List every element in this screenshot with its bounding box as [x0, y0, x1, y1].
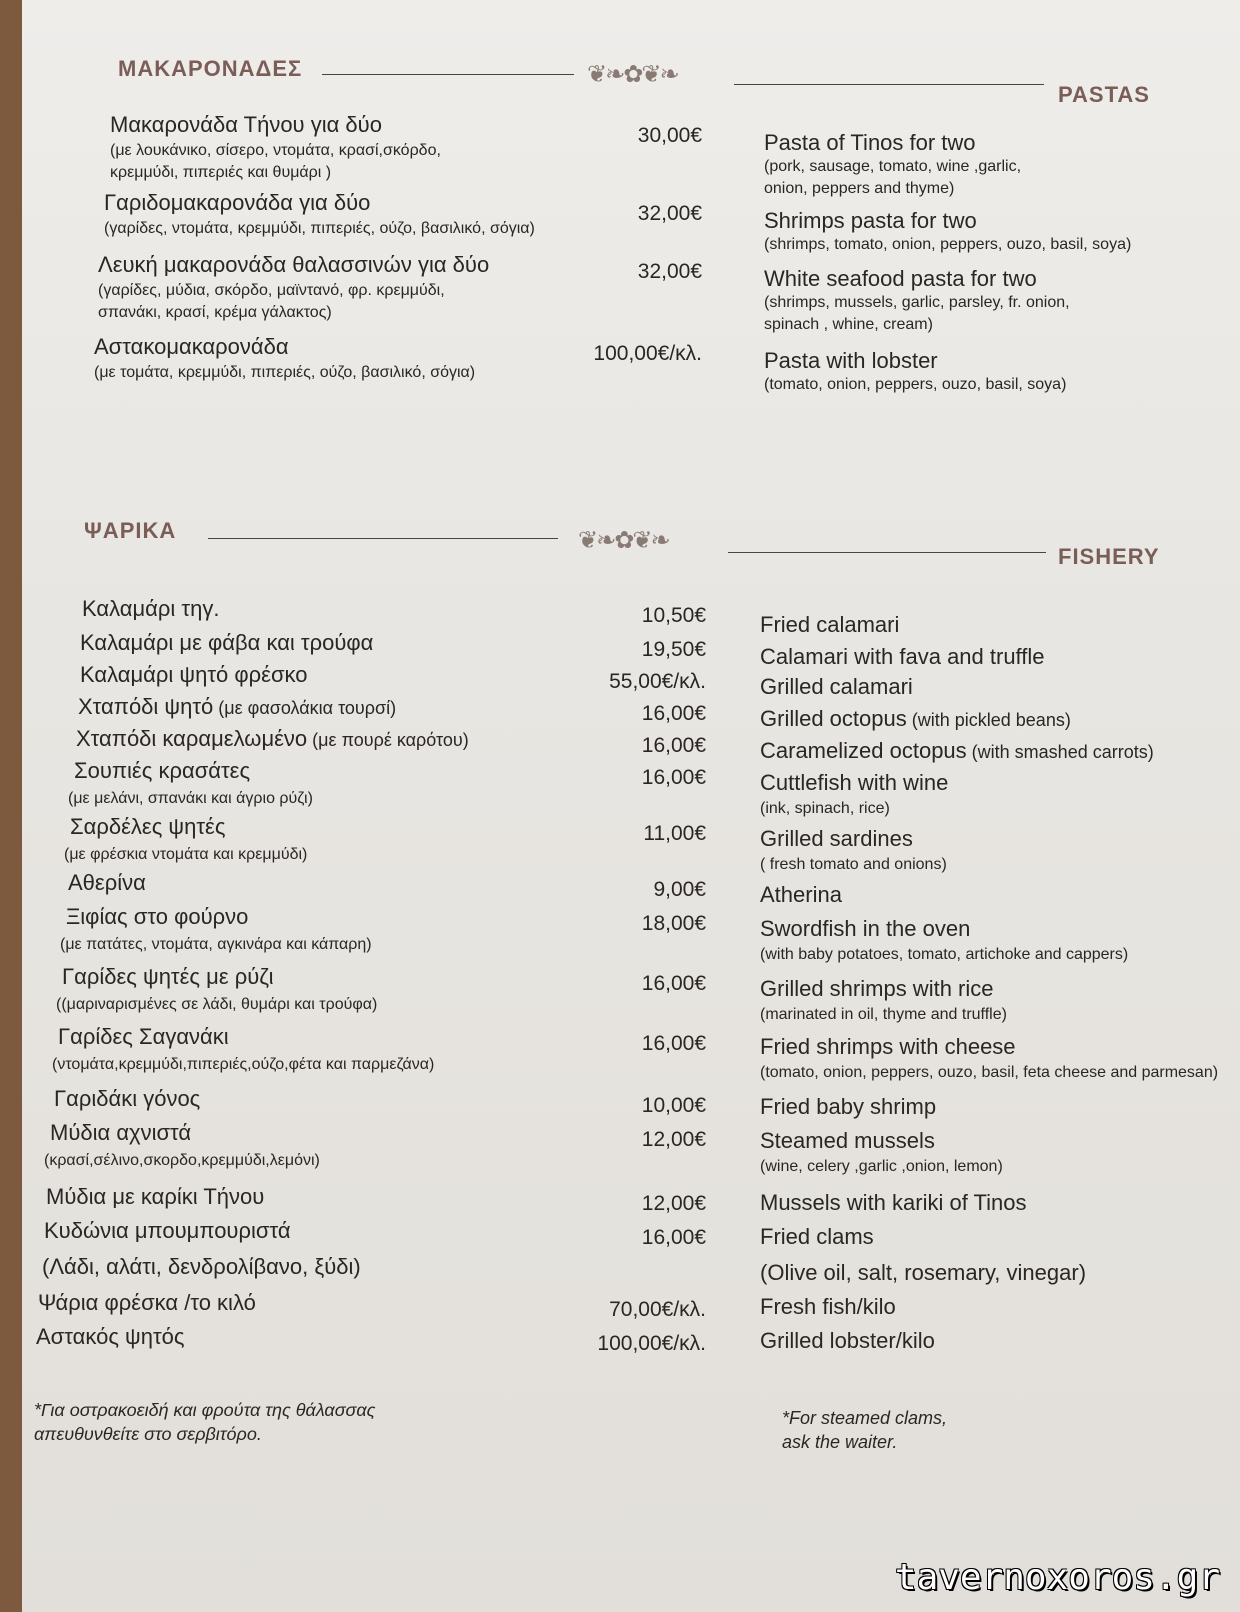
fish-name-gr: Καλαμάρι ψητό φρέσκο: [80, 662, 308, 687]
fish-name-gr: Γαριδάκι γόνος: [54, 1086, 201, 1111]
fish-price: 10,50€: [641, 604, 706, 627]
note-gr: *Για οστρακοειδή και φρούτα της θάλασσας απευθυνθείτε στο σερβιτόρο.: [34, 1400, 376, 1444]
fish-price: 12,00€: [641, 1192, 706, 1215]
pasta-name-en: Shrimps pasta for two: [764, 208, 977, 233]
pasta-name-en: Pasta with lobster: [764, 348, 938, 373]
fish-name-en: Steamed mussels: [760, 1128, 935, 1153]
fish-name-en: Mussels with kariki of Tinos: [760, 1190, 1027, 1215]
fish-name-en: Fresh fish/kilo: [760, 1294, 896, 1319]
pasta-price: 30,00€: [637, 124, 702, 147]
fish-price: 18,00€: [641, 912, 706, 935]
fish-name-en: Fried baby shrimp: [760, 1094, 937, 1119]
fish-inline-gr: (με φασολάκια τουρσί): [213, 698, 397, 718]
pasta-name-en: Pasta of Tinos for two: [764, 130, 976, 155]
fish-inline-en: (with smashed carrots): [966, 742, 1154, 762]
pasta-name-gr: Γαριδομακαρονάδα για δύο: [104, 190, 371, 215]
pastas-ornament: ❦❧✿❦❧: [587, 60, 678, 88]
fishery-ornament: ❦❧✿❦❧: [578, 526, 669, 554]
fish-name-gr: Σουπιές κρασάτες: [74, 758, 251, 783]
pasta-desc-gr: (γαρίδες, ντομάτα, κρεμμύδι, πιπεριές, ούζο, βασιλικό, σόγια): [104, 220, 535, 237]
pastas-rule-left: [322, 74, 574, 75]
pasta-desc-en: (shrimps, tomato, onion, peppers, ouzo, basil, soya): [764, 236, 1132, 253]
pasta-desc-gr: (με λουκάνικο, σίσερο, ντομάτα, κρασί,σκόρδο, κρεμμύδι, πιπεριές και θυμάρι ): [110, 142, 441, 181]
fish-desc-gr: (με μελάνι, σπανάκι και άγριο ρύζι): [68, 790, 313, 807]
fish-price: 16,00€: [641, 1032, 706, 1055]
fish-desc-en: (tomato, onion, peppers, ouzo, basil, feta cheese and parmesan): [760, 1064, 1219, 1081]
fish-name-gr: Γαρίδες ψητές με ρύζι: [62, 964, 274, 989]
fish-price: 70,00€/κλ.: [609, 1298, 706, 1321]
fish-name-en: Fried shrimps with cheese: [760, 1034, 1016, 1059]
pasta-price: 100,00€/κλ.: [593, 342, 702, 365]
fish-name-en: Grilled octopus (with pickled beans): [760, 706, 1071, 731]
fishery-rule-left: [208, 538, 558, 539]
fish-price: 16,00€: [641, 1226, 706, 1249]
fish-desc-gr: (κρασί,σέλινο,σκορδο,κρεμμύδι,λεμόνι): [44, 1152, 320, 1169]
fish-price: 16,00€: [641, 734, 706, 757]
watermark-text: tavernoxoros.gr: [894, 1557, 1220, 1598]
fish-desc-gr: (με φρέσκια ντομάτα και κρεμμύδι): [64, 846, 308, 863]
fish-name-gr: Γαρίδες Σαγανάκι: [58, 1024, 229, 1049]
fishery-title-gr: ΨΑΡΙΚΑ: [84, 518, 177, 543]
fish-name-gr: (Λάδι, αλάτι, δενδρολίβανο, ξύδι): [42, 1254, 361, 1279]
fish-desc-gr: (με πατάτες, ντομάτα, αγκινάρα και κάπαρη): [60, 936, 372, 953]
fish-inline-gr: (με πουρέ καρότου): [307, 730, 469, 750]
fish-price: 16,00€: [641, 702, 706, 725]
fish-name-gr: Ψάρια φρέσκα /το κιλό: [38, 1290, 256, 1315]
menu-page: [22, 0, 1240, 1612]
pastas-title-gr: ΜΑΚΑΡΟΝΑΔΕΣ: [118, 56, 303, 81]
pastas-title-en: PASTAS: [1058, 82, 1150, 107]
fish-name-en: (Olive oil, salt, rosemary, vinegar): [760, 1260, 1087, 1285]
fish-price: 16,00€: [641, 766, 706, 789]
fish-name-en: Swordfish in the oven: [760, 916, 971, 941]
fish-name-gr: Κυδώνια μπουμπουριστά: [44, 1218, 291, 1243]
fish-name-en: Caramelized octopus (with smashed carrots): [760, 738, 1154, 763]
fish-name-en: Calamari with fava and truffle: [760, 644, 1045, 669]
fish-price: 100,00€/κλ.: [597, 1332, 706, 1355]
pasta-desc-en: (shrimps, mussels, garlic, parsley, fr. onion, spinach , whine, cream): [764, 294, 1070, 333]
pasta-desc-en: (tomato, onion, peppers, ouzo, basil, soya): [764, 376, 1067, 393]
fish-name-en: Atherina: [760, 882, 842, 907]
fish-desc-en: (wine, celery ,garlic ,onion, lemon): [760, 1158, 1003, 1175]
fish-name-en: Fried calamari: [760, 612, 900, 637]
pasta-desc-gr: (με τομάτα, κρεμμύδι, πιπεριές, ούζο, βασιλικό, σόγια): [94, 364, 476, 381]
fish-desc-gr: (ντομάτα,κρεμμύδι,πιπεριές,ούζο,φέτα και παρμεζάνα): [52, 1056, 435, 1073]
fish-price: 19,50€: [641, 638, 706, 661]
fishery-title-en: FISHERY: [1058, 544, 1160, 569]
pasta-name-en: White seafood pasta for two: [764, 266, 1037, 291]
fish-name-en: Grilled sardines: [760, 826, 913, 851]
fish-desc-en: (ink, spinach, rice): [760, 800, 890, 817]
fish-name-en: Grilled shrimps with rice: [760, 976, 994, 1001]
fish-name-gr: Σαρδέλες ψητές: [70, 814, 226, 839]
fish-name-gr: Χταπόδι καραμελωμένο (με πουρέ καρότου): [76, 726, 469, 751]
fish-desc-gr: ((μαριναρισμένες σε λάδι, θυμάρι και τρούφα): [56, 996, 378, 1013]
pasta-name-gr: Μακαρονάδα Τήνου για δύο: [110, 112, 382, 137]
fish-name-gr: Μύδια αχνιστά: [50, 1120, 192, 1145]
pastas-rule-right: [734, 84, 1044, 85]
fish-desc-en: ( fresh tomato and onions): [760, 856, 947, 873]
fish-price: 11,00€: [643, 822, 706, 845]
fish-name-en: Fried clams: [760, 1224, 874, 1249]
fish-price: 10,00€: [641, 1094, 706, 1117]
fish-name-gr: Καλαμάρι τηγ.: [82, 596, 220, 621]
fish-name-gr: Μύδια με καρίκι Τήνου: [46, 1184, 265, 1209]
fish-inline-en: (with pickled beans): [906, 710, 1071, 730]
fish-name-gr: Χταπόδι ψητό (με φασολάκια τουρσί): [78, 694, 397, 719]
fish-name-en: Grilled lobster/kilo: [760, 1328, 935, 1353]
fish-name-gr: Καλαμάρι με φάβα και τρούφα: [80, 630, 374, 655]
fish-name-gr: Αστακός ψητός: [36, 1324, 185, 1349]
pasta-desc-en: (pork, sausage, tomato, wine ,garlic, onion, peppers and thyme): [764, 158, 1022, 197]
pasta-name-gr: Λευκή μακαρονάδα θαλασσινών για δύο: [98, 252, 490, 277]
pasta-name-gr: Αστακομακαρονάδα: [94, 334, 289, 359]
pasta-price: 32,00€: [637, 202, 702, 225]
fish-price: 55,00€/κλ.: [609, 670, 706, 693]
fish-desc-en: (marinated in oil, thyme and truffle): [760, 1006, 1007, 1023]
fishery-rule-right: [728, 552, 1046, 553]
fish-price: 16,00€: [641, 972, 706, 995]
note-en: *For steamed clams, ask the waiter.: [782, 1408, 948, 1452]
pasta-price: 32,00€: [637, 260, 702, 283]
fish-name-gr: Αθερίνα: [68, 870, 146, 895]
fish-name-gr: Ξιφίας στο φούρνο: [66, 904, 249, 929]
fish-price: 9,00€: [653, 878, 706, 901]
fish-price: 12,00€: [641, 1128, 706, 1151]
fish-desc-en: (with baby potatoes, tomato, artichoke and cappers): [760, 946, 1129, 963]
fish-name-en: Cuttlefish with wine: [760, 770, 949, 795]
pasta-desc-gr: (γαρίδες, μύδια, σκόρδο, μαϊντανό, φρ. κρεμμύδι, σπανάκι, κρασί, κρέμα γάλακτος): [98, 282, 445, 321]
fish-name-en: Grilled calamari: [760, 674, 913, 699]
